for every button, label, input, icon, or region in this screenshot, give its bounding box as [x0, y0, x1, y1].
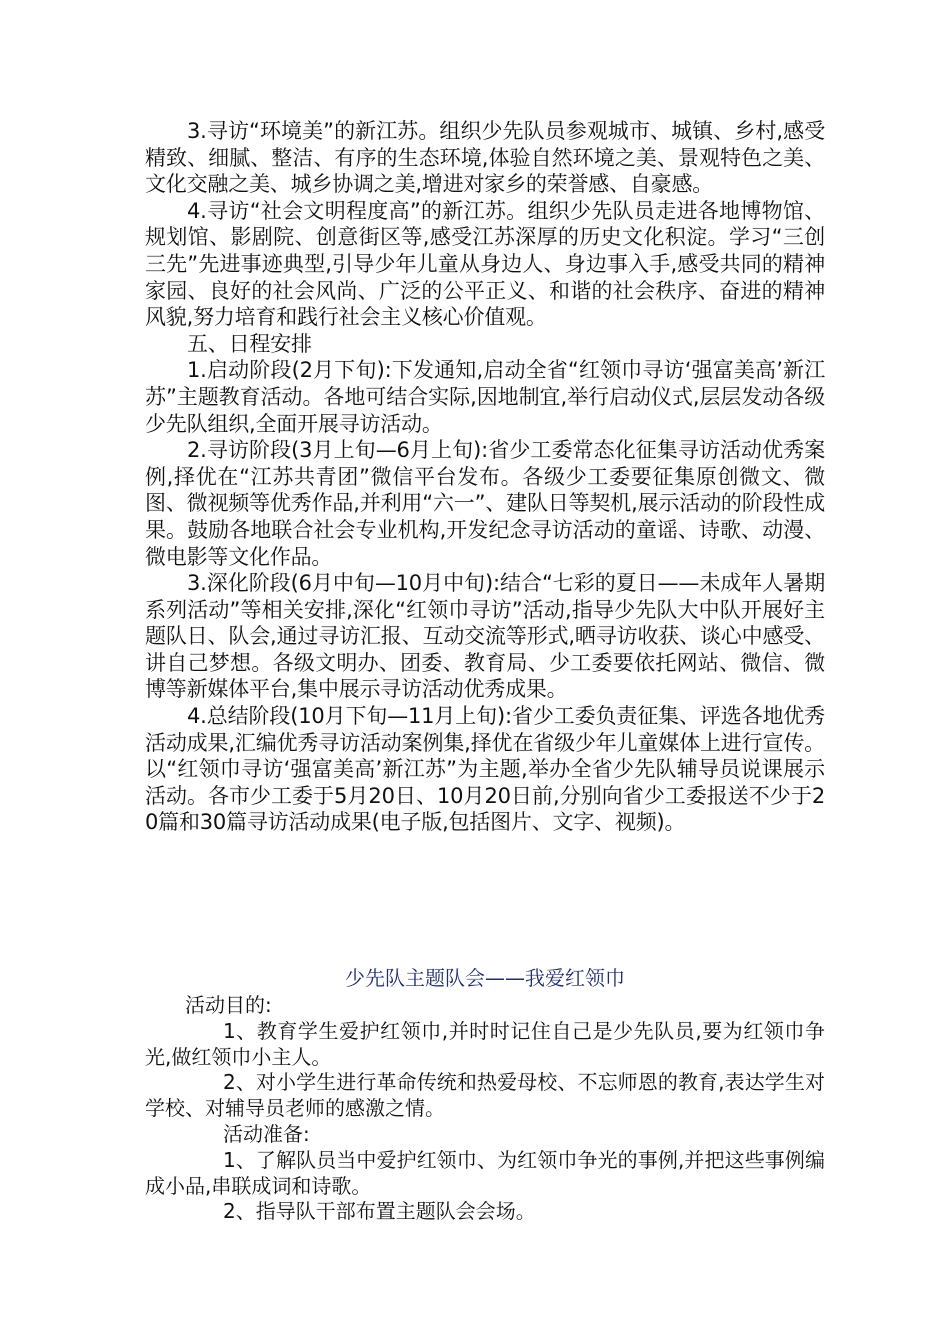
paragraph-visit-stage: 2.寻访阶段(3月上旬—6月上旬):省少工委常态化征集寻访活动优秀案例,择优在“江苏共青团”微信平台发布。各级少工委要征集原创微文、微图、微视频等优秀作品,并利用“六一”、建队日等契机,展示活动的阶段性成果。鼓励各地联合社会专业机构,开发纪念寻访活动的童谣、诗歌、动漫、微电影等文化作品。 [145, 438, 825, 569]
purpose-heading: 活动目的: [185, 993, 272, 1017]
team-meeting-section [145, 965, 825, 1225]
prep-item-1: 1、了解队员当中爱护红领巾、为红领巾争光的事例,并把这些事例编成小品,串联成词和诗歌。 [145, 1147, 825, 1198]
purpose-item-2: 2、对小学生进行革命传统和热爱母校、不忘师恩的教育,表达学生对学校、对辅导员老师的感激之情。 [145, 1070, 825, 1121]
purpose-item-1: 1、教育学生爱护红领巾,并时时记住自己是少先队员,要为红领巾争光,做红领巾小主人。 [145, 1018, 825, 1069]
prep-item-2: 2、指导队干部布置主题队会会场。 [223, 1199, 536, 1224]
heading-schedule: 五、日程安排 [187, 331, 312, 356]
schedule-section [145, 118, 825, 836]
paragraph-launch-stage: 1.启动阶段(2月下旬):下发通知,启动全省“红领巾寻访‘强富美高’新江苏”主题教育活动。各地可结合实际,因地制宜,举行启动仪式,层层发动各级少先队组织,全面开展寻访活动。 [145, 358, 825, 436]
paragraph-summary-stage: 4.总结阶段(10月下旬—11月上旬):省少工委负责征集、评选各地优秀活动成果,汇编优秀寻访活动案例集,择优在省级少年儿童媒体上进行宣传。以“红领巾寻访‘强富美高’新江苏”为主题,举办全省少先队辅导员说课展示活动。各市少工委于5月20日、10月20日前,分别向省少工委报送不少于20篇和30篇寻访活动成果(电子版,包括图片、文字、视频)。 [145, 704, 825, 835]
paragraph-civilization: 4.寻访“社会文明程度高”的新江苏。组织少先队员走进各地博物馆、规划馆、影剧院、创意街区等,感受江苏深厚的历史文化积淀。学习“三创三先”先进事迹典型,引导少年儿童从身边人、身边事入手,感受共同的精神家园、良好的社会风尚、广泛的公平正义、和谐的社会秩序、奋进的精神风貌,努力培育和践行社会主义核心价值观。 [145, 198, 825, 330]
section-title: 少先队主题队会——我爱红领巾 [345, 966, 625, 990]
paragraph-deepen-stage: 3.深化阶段(6月中旬—10月中旬):结合“七彩的夏日——未成年人暑期系列活动”等相关安排,深化“红领巾寻访”活动,指导少先队大中队开展好主题队日、队会,通过寻访汇报、互动交流等形式,晒寻访收获、谈心中感受、讲自己梦想。各级文明办、团委、教育局、少工委要依托网站、微信、微博等新媒体平台,集中展示寻访活动优秀成果。 [145, 571, 825, 702]
prep-heading: 活动准备: [223, 1121, 310, 1146]
paragraph-environment: 3.寻访“环境美”的新江苏。组织少先队员参观城市、城镇、乡村,感受精致、细腻、整洁、有序的生态环境,体验自然环境之美、景观特色之美、文化交融之美、城乡协调之美,增进对家乡的荣誉感、自豪感。 [145, 119, 825, 197]
